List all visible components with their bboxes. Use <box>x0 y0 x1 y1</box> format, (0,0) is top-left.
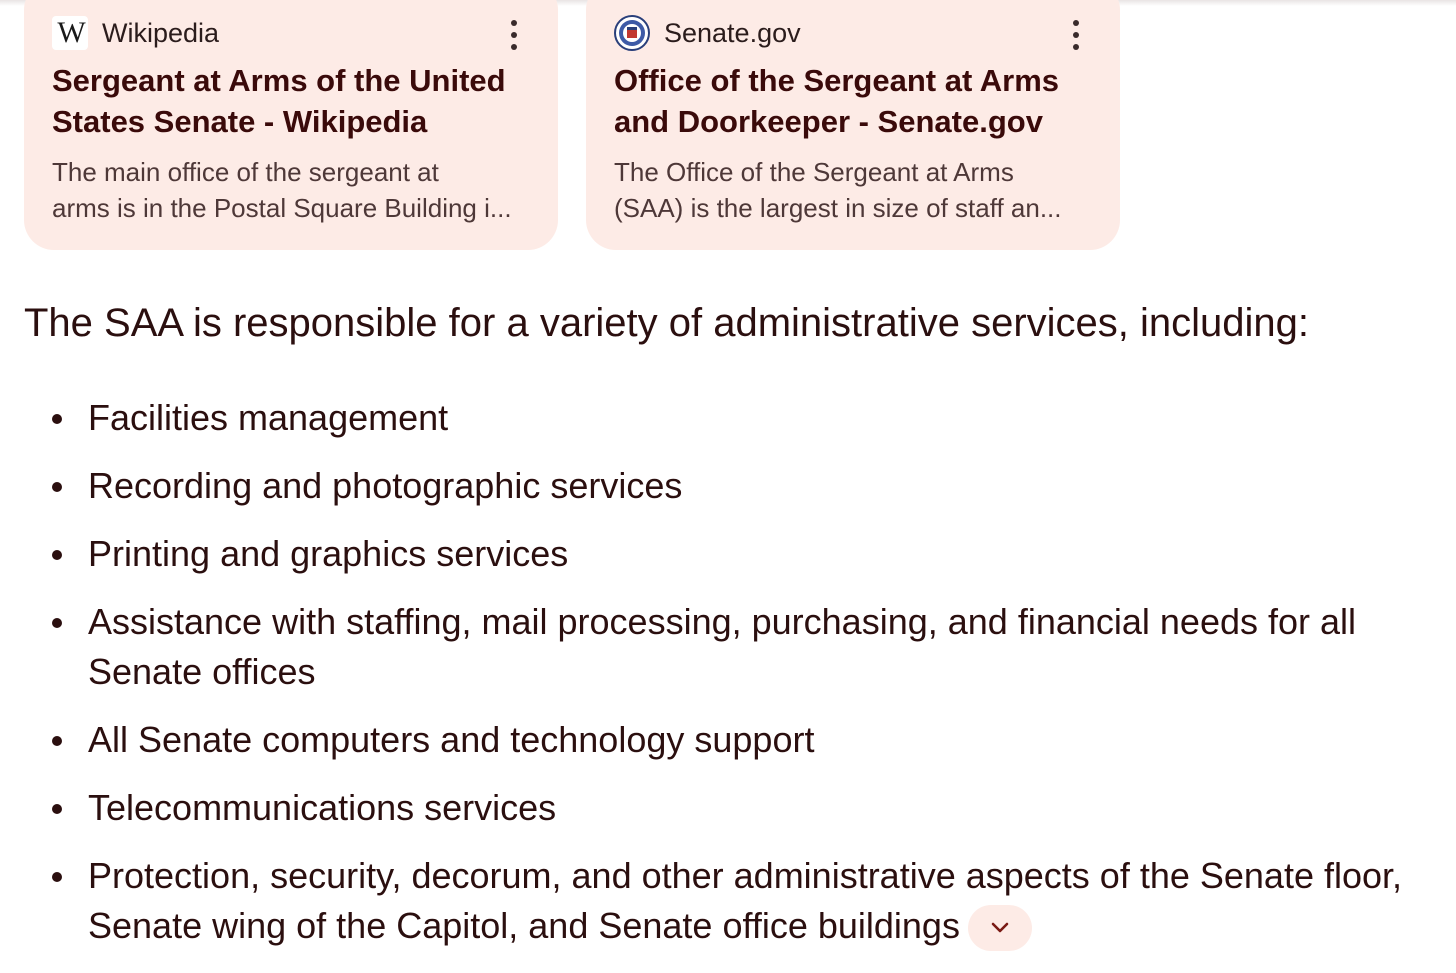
source-name: Wikipedia <box>102 17 220 48</box>
intro-paragraph: The SAA is responsible for a variety of administrative services, including: <box>24 301 1310 345</box>
source-name: Senate.gov <box>664 17 801 48</box>
list-item: Assistance with staffing, mail processing, purchasing, and financial needs for all Senate offices <box>24 597 1444 697</box>
source-cards <box>24 0 1120 250</box>
card-snippet: The Office of the Sergeant at Arms (SAA) is the largest in size of staff an... <box>614 157 1062 223</box>
services-list <box>24 393 1444 969</box>
wikipedia-w-icon: W <box>52 15 88 51</box>
source-card-wikipedia[interactable] <box>24 0 558 250</box>
list-item: Protection, security, decorum, and other administrative aspects of the Senate floor, Senate wing of the Capitol, and Senate office buildings <box>24 851 1444 951</box>
list-item: Recording and photographic services <box>24 461 1444 511</box>
more-options-icon[interactable] <box>504 20 524 50</box>
more-options-icon[interactable] <box>1066 20 1086 50</box>
card-source <box>614 16 1092 50</box>
list-item: Printing and graphics services <box>24 529 1444 579</box>
expand-button[interactable] <box>968 905 1032 951</box>
card-title[interactable]: Office of the Sergeant at Arms and Doorkeeper - Senate.gov <box>614 63 1060 139</box>
senate-seal-icon <box>614 15 650 51</box>
card-snippet: The main office of the sergeant at arms is in the Postal Square Building i... <box>52 157 512 223</box>
list-item: Telecommunications services <box>24 783 1444 833</box>
chevron-down-icon <box>989 921 1011 935</box>
card-title[interactable]: Sergeant at Arms of the United States Senate - Wikipedia <box>52 63 506 139</box>
source-card-senate-gov[interactable] <box>586 0 1120 250</box>
list-item: All Senate computers and technology support <box>24 715 1444 765</box>
list-item: Facilities management <box>24 393 1444 443</box>
card-source <box>52 16 530 50</box>
